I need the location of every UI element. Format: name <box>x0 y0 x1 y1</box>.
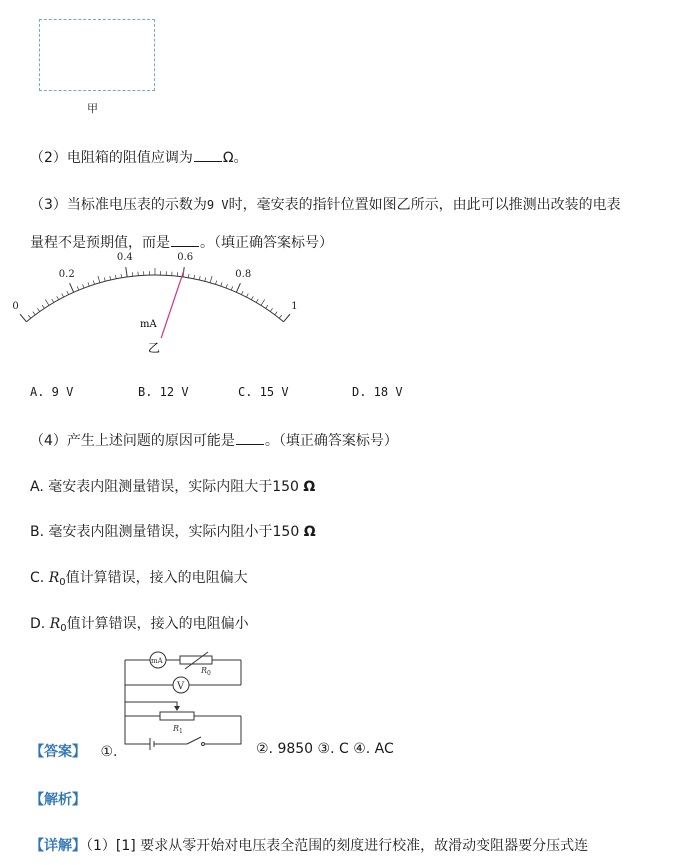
meter-minor-tick <box>52 299 54 302</box>
r0-resistor-symbol <box>180 656 212 664</box>
question-3-text-d: 。（填正确答案标号） <box>200 235 333 251</box>
analysis-tag: 【解析】 <box>30 792 86 808</box>
meter-minor-tick <box>188 274 189 278</box>
question-4 <box>30 430 398 450</box>
meter-minor-tick <box>45 299 49 305</box>
milliammeter-figure <box>12 252 298 360</box>
answer-line <box>30 741 117 761</box>
question-2-blank <box>194 149 222 162</box>
q4-option-d-prefix: D. <box>30 616 50 632</box>
meter-minor-tick <box>62 294 64 298</box>
meter-scale <box>12 252 297 322</box>
meter-minor-tick <box>215 281 216 285</box>
q4-option-c-text: 值计算错误，接入的电阻偏大 <box>65 570 248 586</box>
answer-rest: ②. 9850 ③. C ④. AC <box>256 741 394 757</box>
meter-tick-label: 0.2 <box>58 268 75 280</box>
switch-contact <box>202 743 205 746</box>
meter-minor-tick <box>241 291 243 295</box>
q4-option-c-subscript: 0 <box>59 577 66 588</box>
question-4-blank <box>236 432 264 445</box>
meter-major-tick <box>284 314 290 322</box>
meter-minor-tick <box>98 276 100 283</box>
q3-option-b[interactable]: B. 12 V <box>138 385 189 399</box>
meter-minor-tick <box>246 294 248 298</box>
meter-minor-tick <box>275 312 277 315</box>
question-2-text: （2）电阻箱的阻值应调为 <box>30 150 193 166</box>
q4-option-b[interactable] <box>30 521 316 541</box>
meter-major-tick <box>126 267 127 277</box>
meter-tick-label: 0.4 <box>116 252 133 264</box>
circuit-wire-bottom-right <box>205 716 241 744</box>
answer-part-1: ①. <box>100 744 118 760</box>
meter-minor-tick <box>251 296 253 300</box>
meter-major-tick <box>70 283 74 292</box>
detail-text: （1）[1] 要求从零开始对电压表全范围的刻度进行校准，故滑动变阻器要分压式连 <box>86 838 589 854</box>
q4-option-a[interactable] <box>30 476 315 496</box>
meter-minor-tick <box>88 282 89 286</box>
q4-option-a-text: A. 毫安表内阻测量错误，实际内阻大于150 <box>30 479 299 495</box>
meter-minor-tick <box>42 305 44 308</box>
answer-tag: 【答案】 <box>30 744 86 760</box>
figure-jia-placeholder <box>39 19 155 91</box>
question-3-voltage: 9 V <box>206 198 229 212</box>
question-3-text-b: 时，毫安表的指针位置如图乙所示，由此可以推测出改装的电表 <box>228 197 621 213</box>
q4-option-d-symbol: R <box>49 616 61 632</box>
meter-minor-tick <box>67 291 69 295</box>
r1-subscript: 1 <box>179 728 183 735</box>
question-3-blank <box>171 234 199 247</box>
meter-minor-tick <box>77 286 79 290</box>
meter-minor-tick <box>231 286 233 290</box>
q3-option-c[interactable]: C. 15 V <box>238 385 289 399</box>
meter-minor-tick <box>93 281 94 285</box>
r0-subscript: 0 <box>207 670 211 677</box>
meter-minor-tick <box>226 284 227 288</box>
meter-tick-label: 0 <box>12 300 19 312</box>
meter-minor-tick <box>115 275 116 279</box>
q4-option-b-text: B. 毫安表内阻测量错误，实际内阻小于150 <box>30 524 300 540</box>
meter-minor-tick <box>221 282 222 286</box>
meter-tick-label: 0.6 <box>177 252 194 264</box>
switch-lever <box>187 737 201 744</box>
question-3-text-a: （3）当标准电压表的示数为 <box>30 197 207 213</box>
question-4-text: （4）产生上述问题的原因可能是 <box>30 433 235 449</box>
milliammeter-label: mA <box>151 657 163 665</box>
q4-option-c-prefix: C. <box>30 570 49 586</box>
question-3-line-2 <box>30 232 333 252</box>
meter-minor-tick <box>205 277 206 281</box>
meter-minor-tick <box>194 275 195 279</box>
meter-minor-tick <box>266 305 268 308</box>
meter-tick-label: 0.8 <box>235 268 252 280</box>
meter-needle <box>161 271 184 338</box>
r1-slider-arrow <box>174 706 180 711</box>
q4-option-c[interactable] <box>30 567 248 588</box>
meter-unit-label: mA <box>140 319 157 330</box>
figure-jia-caption: 甲 <box>87 102 98 115</box>
question-3-text-c: 量程不是预期值，而是 <box>30 235 170 251</box>
meter-tick-label: 1 <box>291 300 298 312</box>
question-2-unit: Ω。 <box>222 150 248 166</box>
meter-minor-tick <box>28 315 30 318</box>
meter-major-tick <box>236 283 240 292</box>
meter-caption: 乙 <box>148 341 161 355</box>
r1-slider-wire <box>125 702 177 716</box>
question-3-line-1 <box>30 194 621 214</box>
question-4-text-end: 。（填正确答案标号） <box>264 433 398 449</box>
q4-option-d[interactable] <box>30 613 249 634</box>
question-2 <box>30 147 248 167</box>
meter-minor-tick <box>121 274 122 278</box>
q4-option-c-symbol: R <box>48 570 60 586</box>
meter-minor-tick <box>33 312 35 315</box>
r1-label: R <box>173 724 180 733</box>
meter-minor-tick <box>110 276 111 280</box>
r1-rheostat-symbol <box>160 712 194 720</box>
meter-minor-tick <box>261 299 265 305</box>
r0-label: R <box>201 666 208 675</box>
meter-minor-tick <box>83 284 84 288</box>
detail-line <box>30 835 588 855</box>
q3-option-a[interactable]: A. 9 V <box>30 385 74 399</box>
meter-minor-tick <box>210 276 212 283</box>
q4-option-b-unit: Ω <box>303 524 316 540</box>
meter-minor-tick <box>270 308 272 311</box>
meter-minor-tick <box>37 308 39 311</box>
meter-minor-tick <box>57 296 59 300</box>
q3-option-d[interactable]: D. 18 V <box>352 385 403 399</box>
q4-option-d-subscript: 0 <box>60 623 67 634</box>
meter-minor-tick <box>256 299 258 302</box>
q4-option-d-text: 值计算错误，接入的电阻偏小 <box>66 616 249 632</box>
circuit-diagram <box>115 648 250 748</box>
meter-major-tick <box>20 314 26 322</box>
detail-tag: 【详解】 <box>30 838 86 854</box>
meter-arc <box>26 275 283 322</box>
q4-option-a-unit: Ω <box>303 479 316 495</box>
meter-minor-tick <box>279 315 281 318</box>
meter-minor-tick <box>104 277 105 281</box>
voltmeter-label: V <box>177 681 185 692</box>
meter-minor-tick <box>199 276 200 280</box>
